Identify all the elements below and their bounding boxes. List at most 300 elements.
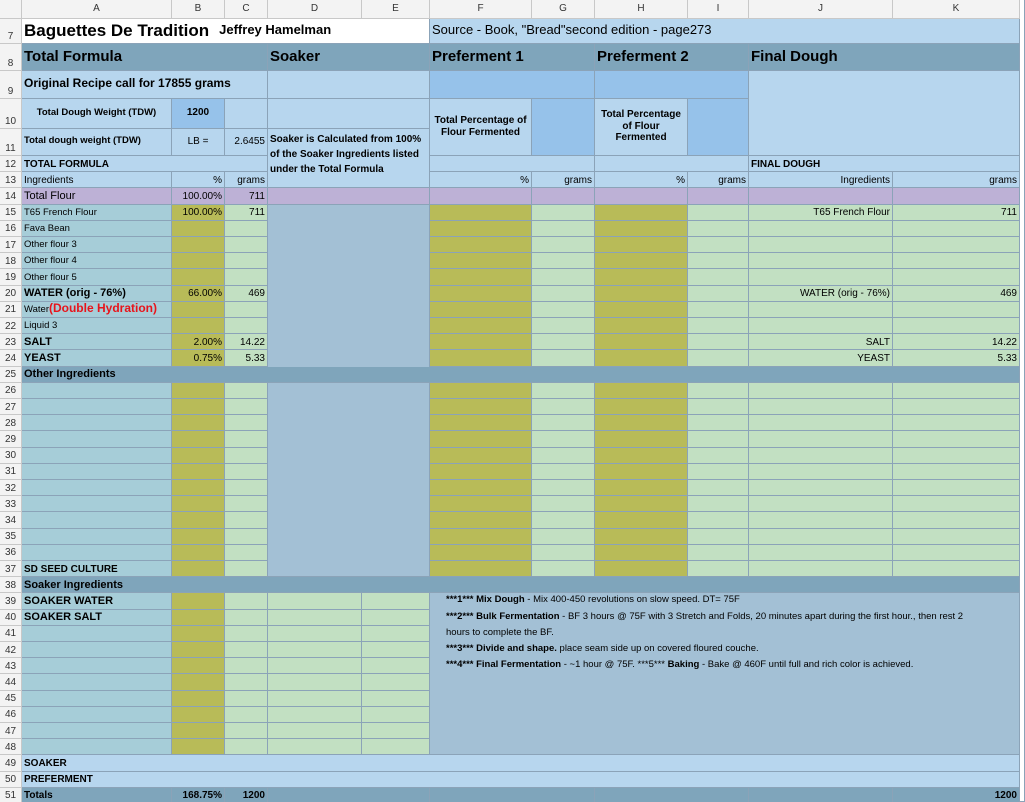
grams-header[interactable]: grams [225,172,268,188]
other-ingredient-grams[interactable] [225,480,268,496]
other-ingredient-percent[interactable] [172,561,225,577]
pf2-percent-input[interactable] [595,480,688,496]
pf1-percent-header[interactable]: % [430,172,532,188]
final-dough-grams[interactable] [893,561,1020,577]
row-header-46[interactable]: 46 [0,707,22,723]
ingredient-grams[interactable] [225,302,268,318]
pf1-total-flour-pct[interactable] [430,188,532,204]
pf2-grams[interactable] [688,399,749,415]
pf2-percent-input[interactable] [595,350,688,366]
pf2-percent-input[interactable] [595,253,688,269]
pf1-grams[interactable] [532,350,595,366]
pf2-grams[interactable] [688,205,749,221]
pf1-percent-input[interactable] [430,237,532,253]
final-dough-ingredient[interactable] [749,529,893,545]
pf1-grams[interactable] [532,286,595,302]
soaker-ingredient-percent[interactable] [172,691,225,707]
final-dough-ingredient[interactable] [749,496,893,512]
section-soaker[interactable]: Soaker [268,44,430,71]
row-header-15[interactable]: 15 [0,205,22,221]
pf1-percent-input[interactable] [430,253,532,269]
other-ingredient-name[interactable] [22,448,172,464]
final-dough-grams[interactable]: 711 [893,205,1020,221]
row-header-17[interactable]: 17 [0,237,22,253]
pf1-percent-input[interactable] [430,512,532,528]
other-ingredient-grams[interactable] [225,529,268,545]
final-dough-grams[interactable] [893,253,1020,269]
pf2-total-flour-pct[interactable] [595,188,688,204]
ingredient-name[interactable] [22,302,172,318]
row-header-20[interactable]: 20 [0,286,22,302]
ingredient-name[interactable]: Other flour 4 [22,253,172,269]
totals-final-dough-grams[interactable]: 1200 [893,788,1020,802]
final-dough-ingredient[interactable] [749,318,893,334]
pf1-percent-input[interactable] [430,383,532,399]
preferment-total-row[interactable]: PREFERMENT [22,772,1020,788]
pf1-percent-input[interactable] [430,205,532,221]
other-ingredient-name[interactable] [22,529,172,545]
row-header-48[interactable]: 48 [0,739,22,755]
pf1-percent-input[interactable] [430,431,532,447]
ingredient-percent[interactable]: 100.00% [172,205,225,221]
final-dough-grams[interactable]: 14.22 [893,334,1020,350]
final-dough-grams[interactable] [893,448,1020,464]
pf1-grams[interactable] [532,237,595,253]
other-ingredient-name[interactable] [22,415,172,431]
column-header-h[interactable]: H [595,0,688,19]
pf2-grams[interactable] [688,269,749,285]
final-dough-ingredient[interactable] [749,431,893,447]
pf1-grams-header[interactable]: grams [532,172,595,188]
pf2-percent-header[interactable]: % [595,172,688,188]
ingredient-grams[interactable]: 711 [225,205,268,221]
soaker-ingredient-grams-calc[interactable] [362,691,430,707]
ingredient-percent[interactable]: 100.00% [172,188,225,204]
totals-label[interactable]: Totals [22,788,172,802]
pf2-grams-header[interactable]: grams [688,172,749,188]
ingredient-grams[interactable]: 5.33 [225,350,268,366]
final-dough-ingredient[interactable] [749,221,893,237]
soaker-ingredient-grams-calc[interactable] [362,739,430,755]
column-header-g[interactable]: G [532,0,595,19]
row-header-49[interactable]: 49 [0,755,22,771]
row-header-37[interactable]: 37 [0,561,22,577]
soaker-block[interactable] [268,205,430,578]
soaker-calculation-note[interactable]: Soaker is Calculated from 100% of the Soaker Ingredients listed under the Total Formula [268,129,430,188]
totals-pf1[interactable] [430,788,595,802]
final-dough-ingredient[interactable] [749,415,893,431]
pf2-percent-input[interactable] [595,496,688,512]
final-dough-ingredient[interactable] [749,512,893,528]
final-dough-ingredient[interactable]: YEAST [749,350,893,366]
soaker-ingredient-grams-calc[interactable] [362,610,430,626]
row-header-32[interactable]: 32 [0,480,22,496]
pf1-grams[interactable] [532,561,595,577]
row-header-18[interactable]: 18 [0,253,22,269]
other-ingredient-grams[interactable] [225,512,268,528]
pf2-header-blank[interactable] [595,71,749,99]
pf1-percent-input[interactable] [430,529,532,545]
other-ingredient-grams[interactable] [225,431,268,447]
other-ingredient-percent[interactable] [172,431,225,447]
soaker-total-flour[interactable] [268,188,430,204]
totals-fd-ingredients[interactable] [749,788,893,802]
ingredient-percent[interactable] [172,237,225,253]
pf2-grams[interactable] [688,512,749,528]
ingredient-name[interactable]: Liquid 3 [22,318,172,334]
other-ingredient-name[interactable] [22,496,172,512]
ingredient-grams[interactable] [225,237,268,253]
pf1-percent-input[interactable] [430,415,532,431]
soaker-ingredient-percent[interactable] [172,610,225,626]
ingredient-name[interactable]: Total Flour [22,188,172,204]
final-dough-grams[interactable]: 5.33 [893,350,1020,366]
soaker-ingredient-pct-calc[interactable] [268,642,362,658]
pf2-percent-input[interactable] [595,399,688,415]
pf2-percent-input[interactable] [595,205,688,221]
other-ingredient-percent[interactable] [172,399,225,415]
row-header-12[interactable]: 12 [0,156,22,172]
final-dough-grams[interactable] [893,512,1020,528]
column-header-j[interactable]: J [749,0,893,19]
pf2-percent-input[interactable] [595,383,688,399]
ingredient-grams[interactable] [225,253,268,269]
pf1-percent-input[interactable] [430,561,532,577]
soaker-ingredient-pct-calc[interactable] [268,674,362,690]
row-header-24[interactable]: 24 [0,350,22,366]
ingredient-grams[interactable] [225,269,268,285]
soaker-ingredient-percent[interactable] [172,723,225,739]
row-header-33[interactable]: 33 [0,496,22,512]
ingredient-percent[interactable] [172,302,225,318]
ingredient-grams[interactable] [225,221,268,237]
pf1-percent-input[interactable] [430,496,532,512]
fd-grams-header[interactable]: grams [893,172,1020,188]
pf1-percent-input[interactable] [430,350,532,366]
other-ingredient-name[interactable] [22,480,172,496]
other-ingredient-name[interactable] [22,464,172,480]
soaker-salt-label[interactable]: SOAKER SALT [22,610,172,626]
cell-d10[interactable] [268,99,430,129]
soaker-ingredient-percent[interactable] [172,626,225,642]
pf1-grams[interactable] [532,480,595,496]
soaker-ingredient-grams[interactable] [225,610,268,626]
other-ingredient-percent[interactable] [172,496,225,512]
soaker-ingredient-grams[interactable] [225,674,268,690]
row-header-23[interactable]: 23 [0,334,22,350]
row-header-8[interactable]: 8 [0,44,22,71]
ingredient-percent[interactable]: 0.75% [172,350,225,366]
ingredient-name[interactable]: WATER (orig - 76%) [22,286,172,302]
final-dough-ingredient[interactable] [749,480,893,496]
pf1-grams[interactable] [532,529,595,545]
other-ingredient-grams[interactable] [225,464,268,480]
pf2-percent-input[interactable] [595,464,688,480]
row-header-28[interactable]: 28 [0,415,22,431]
pf1-percent-input[interactable] [430,399,532,415]
row-header-44[interactable]: 44 [0,674,22,690]
row-header-34[interactable]: 34 [0,512,22,528]
ingredient-percent[interactable] [172,269,225,285]
pf1-percentage-label[interactable]: Total Percentage of Flour Fermented [430,99,532,156]
other-ingredient-name[interactable] [22,512,172,528]
pf2-grams[interactable] [688,480,749,496]
pf2-grams[interactable] [688,496,749,512]
pf2-grams[interactable] [688,383,749,399]
row-header-10[interactable]: 10 [0,99,22,129]
ingredient-name[interactable]: T65 French Flour [22,205,172,221]
final-dough-grams[interactable] [893,415,1020,431]
column-header-i[interactable]: I [688,0,749,19]
row-header-36[interactable]: 36 [0,545,22,561]
pf1-grams[interactable] [532,318,595,334]
row-header-21[interactable]: 21 [0,302,22,318]
soaker-ingredient-pct-calc[interactable] [268,739,362,755]
ingredients-header[interactable]: Ingredients [22,172,172,188]
soaker-ingredient-percent[interactable] [172,674,225,690]
soaker-ingredient-pct-calc[interactable] [268,723,362,739]
row-header-7[interactable]: 7 [0,19,22,44]
pf2-grams[interactable] [688,545,749,561]
tdw-label[interactable]: Total Dough Weight (TDW) [22,99,172,129]
pf2-percent-input[interactable] [595,415,688,431]
soaker-ingredient-name[interactable] [22,626,172,642]
pf2-percent-input[interactable] [595,302,688,318]
other-ingredient-percent[interactable] [172,545,225,561]
row-header-19[interactable]: 19 [0,269,22,285]
final-dough-grams[interactable] [893,237,1020,253]
totals-percent[interactable]: 168.75% [172,788,225,802]
final-dough-ingredient[interactable] [749,561,893,577]
pf1-row12[interactable] [430,156,595,172]
row-header-16[interactable]: 16 [0,221,22,237]
section-preferment-2[interactable]: Preferment 2 [595,44,749,71]
soaker-ingredient-name[interactable] [22,642,172,658]
ingredient-grams[interactable]: 469 [225,286,268,302]
totals-soaker[interactable] [268,788,430,802]
other-ingredient-grams[interactable] [225,561,268,577]
soaker-ingredients-heading[interactable]: Soaker Ingredients [22,577,1020,593]
select-all-corner[interactable] [0,0,22,19]
pf1-grams[interactable] [532,448,595,464]
soaker-total-row[interactable]: SOAKER [22,755,1020,771]
recipe-source[interactable]: Source - Book, "Bread"second edition - page273 [430,19,1020,44]
row-header-39[interactable]: 39 [0,593,22,609]
pf1-percent-input[interactable] [430,334,532,350]
pf2-percent-input[interactable] [595,545,688,561]
pf1-grams[interactable] [532,496,595,512]
ingredient-percent[interactable]: 66.00% [172,286,225,302]
original-recipe-note[interactable]: Original Recipe call for 17855 grams [22,71,268,99]
pf2-percent-input[interactable] [595,286,688,302]
pf2-grams[interactable] [688,464,749,480]
pf2-grams[interactable] [688,318,749,334]
pf1-grams[interactable] [532,545,595,561]
column-header-d[interactable]: D [268,0,362,19]
section-preferment-1[interactable]: Preferment 1 [430,44,595,71]
pf2-percentage-label[interactable]: Total Percentage of Flour Fermented [595,99,688,156]
soaker-ingredient-percent[interactable] [172,707,225,723]
final-dough-ingredient[interactable] [749,464,893,480]
ingredient-grams[interactable]: 14.22 [225,334,268,350]
final-dough-grams[interactable] [893,383,1020,399]
pf1-grams[interactable] [532,383,595,399]
pf1-percent-input[interactable] [430,318,532,334]
other-ingredient-percent[interactable] [172,529,225,545]
other-ingredient-grams[interactable] [225,399,268,415]
final-dough-grams[interactable] [893,269,1020,285]
final-dough-grams[interactable] [893,221,1020,237]
row-header-47[interactable]: 47 [0,723,22,739]
soaker-ingredient-name[interactable] [22,658,172,674]
fd-total-flour-grams[interactable] [893,188,1020,204]
pf1-percent-input[interactable] [430,269,532,285]
pf1-grams[interactable] [532,334,595,350]
other-ingredient-grams[interactable] [225,415,268,431]
pf2-grams[interactable] [688,253,749,269]
final-dough-grams[interactable] [893,480,1020,496]
soaker-ingredient-pct-calc[interactable] [268,691,362,707]
other-ingredient-name[interactable] [22,399,172,415]
final-dough-ingredient[interactable] [749,269,893,285]
pf1-grams[interactable] [532,205,595,221]
soaker-ingredient-percent[interactable] [172,658,225,674]
other-ingredient-percent[interactable] [172,383,225,399]
pf1-grams[interactable] [532,253,595,269]
pf2-percent-input[interactable] [595,512,688,528]
column-header-f[interactable]: F [430,0,532,19]
column-header-c[interactable]: C [225,0,268,19]
pf2-total-flour-grams[interactable] [688,188,749,204]
pf1-percent-input[interactable] [430,302,532,318]
pf1-grams[interactable] [532,269,595,285]
pf2-grams[interactable] [688,431,749,447]
final-dough-heading[interactable]: FINAL DOUGH [749,156,1020,172]
fd-total-flour-name[interactable] [749,188,893,204]
row-header-40[interactable]: 40 [0,610,22,626]
other-ingredient-percent[interactable] [172,480,225,496]
row-header-29[interactable]: 29 [0,431,22,447]
column-header-e[interactable]: E [362,0,430,19]
pf2-grams[interactable] [688,350,749,366]
row-header-31[interactable]: 31 [0,464,22,480]
row-header-26[interactable]: 26 [0,383,22,399]
lb-equals-label[interactable]: LB = [172,129,225,156]
final-dough-ingredient[interactable] [749,383,893,399]
row-header-11[interactable]: 11 [0,129,22,156]
soaker-ingredient-percent[interactable] [172,642,225,658]
final-dough-grams[interactable] [893,399,1020,415]
other-ingredient-grams[interactable] [225,545,268,561]
pf1-percent-input[interactable] [430,286,532,302]
soaker-ingredient-percent[interactable] [172,739,225,755]
row-header-30[interactable]: 30 [0,448,22,464]
soaker-ingredient-pct-calc[interactable] [268,658,362,674]
final-dough-grams[interactable] [893,464,1020,480]
soaker-ingredient-grams-calc[interactable] [362,593,430,609]
soaker-ingredient-pct-calc[interactable] [268,593,362,609]
other-ingredient-percent[interactable] [172,512,225,528]
soaker-ingredient-grams[interactable] [225,723,268,739]
pf2-grams[interactable] [688,448,749,464]
ingredient-percent[interactable]: 2.00% [172,334,225,350]
pf1-grams[interactable] [532,399,595,415]
other-ingredient-percent[interactable] [172,415,225,431]
other-ingredients-heading[interactable]: Other Ingredients [22,367,1020,383]
soaker-ingredient-grams-calc[interactable] [362,707,430,723]
pf1-grams[interactable] [532,302,595,318]
ingredient-grams[interactable] [225,318,268,334]
pf1-percent-input[interactable] [430,221,532,237]
ingredient-name[interactable]: Fava Bean [22,221,172,237]
final-dough-ingredient[interactable] [749,399,893,415]
soaker-ingredient-name[interactable] [22,674,172,690]
final-dough-ingredient[interactable]: T65 French Flour [749,205,893,221]
pf1-total-flour-grams[interactable] [532,188,595,204]
recipe-title-cell[interactable] [22,19,430,44]
ingredient-percent[interactable] [172,221,225,237]
column-header-k[interactable]: K [893,0,1020,19]
final-dough-grams[interactable] [893,529,1020,545]
pf1-grams[interactable] [532,431,595,447]
pf2-grams[interactable] [688,302,749,318]
ingredient-grams[interactable]: 711 [225,188,268,204]
soaker-ingredient-grams-calc[interactable] [362,723,430,739]
fd-ingredients-header[interactable]: Ingredients [749,172,893,188]
final-dough-grams[interactable] [893,431,1020,447]
soaker-ingredient-grams[interactable] [225,707,268,723]
final-dough-grams[interactable] [893,545,1020,561]
percent-header[interactable]: % [172,172,225,188]
soaker-water-label[interactable]: SOAKER WATER [22,593,172,609]
pf1-grams[interactable] [532,221,595,237]
pf2-percent-input[interactable] [595,561,688,577]
soaker-ingredient-name[interactable] [22,707,172,723]
pf2-percent-input[interactable] [595,318,688,334]
final-dough-ingredient[interactable]: WATER (orig - 76%) [749,286,893,302]
ingredient-name[interactable]: Other flour 5 [22,269,172,285]
final-dough-ingredient[interactable] [749,448,893,464]
final-dough-ingredient[interactable]: SALT [749,334,893,350]
pf2-grams[interactable] [688,286,749,302]
pf2-percentage-input[interactable] [688,99,749,156]
pf2-percent-input[interactable] [595,269,688,285]
row-header-27[interactable]: 27 [0,399,22,415]
row-header-43[interactable]: 43 [0,658,22,674]
total-formula-heading[interactable]: TOTAL FORMULA [22,156,268,172]
other-ingredient-percent[interactable] [172,448,225,464]
row-header-42[interactable]: 42 [0,642,22,658]
pf2-grams[interactable] [688,415,749,431]
other-ingredient-grams[interactable] [225,383,268,399]
other-ingredient-name[interactable] [22,383,172,399]
final-dough-ingredient[interactable] [749,237,893,253]
ingredient-percent[interactable] [172,253,225,269]
soaker-ingredient-grams-calc[interactable] [362,642,430,658]
final-dough-ingredient[interactable] [749,253,893,269]
pf2-percent-input[interactable] [595,334,688,350]
final-dough-ingredient[interactable] [749,302,893,318]
totals-pf2[interactable] [595,788,749,802]
ingredient-name[interactable]: SALT [22,334,172,350]
pf1-grams[interactable] [532,512,595,528]
pf1-grams[interactable] [532,464,595,480]
pf2-row12[interactable] [595,156,749,172]
ingredient-name[interactable]: Other flour 3 [22,237,172,253]
pf2-percent-input[interactable] [595,431,688,447]
tdw-lb-label[interactable]: Total dough weight (TDW) [22,129,172,156]
soaker-ingredient-grams[interactable] [225,691,268,707]
